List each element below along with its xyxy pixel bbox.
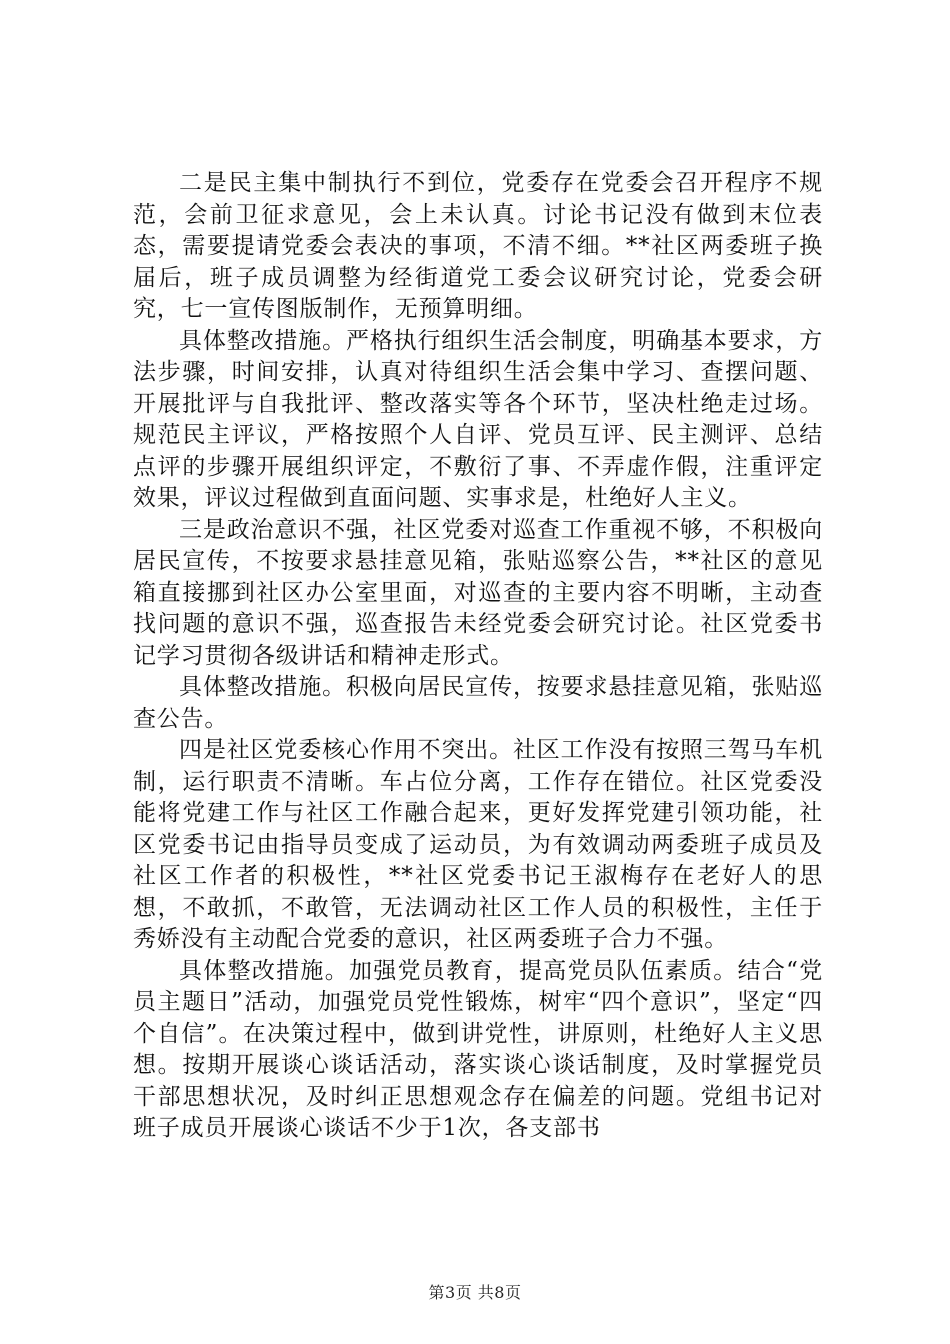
document-body [133,168,823,1145]
paragraph-issue-4: 四是社区党委核心作用不突出。社区工作没有按照三驾马车机制，运行职责不清晰。车占位分离，工作存在错位。社区党委没能将党建工作与社区工作融合起来，更好发挥党建引领功能，社区党委书记由指导员变成了运动员，为有效调动两委班子成员及社区工作者的积极性，**社区党委书记王淑梅存在老好人的思想，不敢抓，不敢管，无法调动社区工作人员的积极性，主任于秀娇没有主动配合党委的意识，社区两委班子合力不强。 [133,737,823,952]
paragraph-measures-2: 具体整改措施。严格执行组织生活会制度，明确基本要求，方法步骤，时间安排，认真对待组织生活会集中学习、查摆问题、开展批评与自我批评、整改落实等各个环节，坚决杜绝走过场。规范民主评议，严格按照个人自评、党员互评、民主测评、总结点评的步骤开展组织评定，不敷衍了事、不弄虚作假，注重评定效果，评议过程做到直面问题、实事求是，杜绝好人主义。 [133,327,823,511]
paragraph-issue-3: 三是政治意识不强，社区党委对巡查工作重视不够，不积极向居民宣传，不按要求悬挂意见箱，张贴巡察公告，**社区的意见箱直接挪到社区办公室里面，对巡查的主要内容不明晰，主动查找问题的意识不强，巡查报告未经党委会研究讨论。社区党委书记学习贯彻各级讲话和精神走形式。 [133,516,823,669]
page-number-footer: 第3页 共8页 [428,1283,522,1302]
paragraph-issue-2: 二是民主集中制执行不到位，党委存在党委会召开程序不规范，会前卫征求意见，会上未认真。讨论书记没有做到末位表态，需要提请党委会表决的事项，不清不细。**社区两委班子换届后，班子成员调整为经街道党工委会议研究讨论，党委会研究，七一宣传图版制作，无预算明细。 [133,170,823,322]
paragraph-measures-3: 具体整改措施。积极向居民宣传，按要求悬挂意见箱，张贴巡查公告。 [133,674,823,732]
paragraph-measures-4: 具体整改措施。加强党员教育，提高党员队伍素质。结合“党员主题日”活动，加强党员党性锻炼，树牢“四个意识”，坚定“四个自信”。在决策过程中，做到讲党性，讲原则，杜绝好人主义思想。按期开展谈心谈话活动，落实谈心谈话制度，及时掌握党员干部思想状况，及时纠正思想观念存在偏差的问题。党组书记对班子成员开展谈心谈话不少于1次，各支部书 [133,957,823,1141]
